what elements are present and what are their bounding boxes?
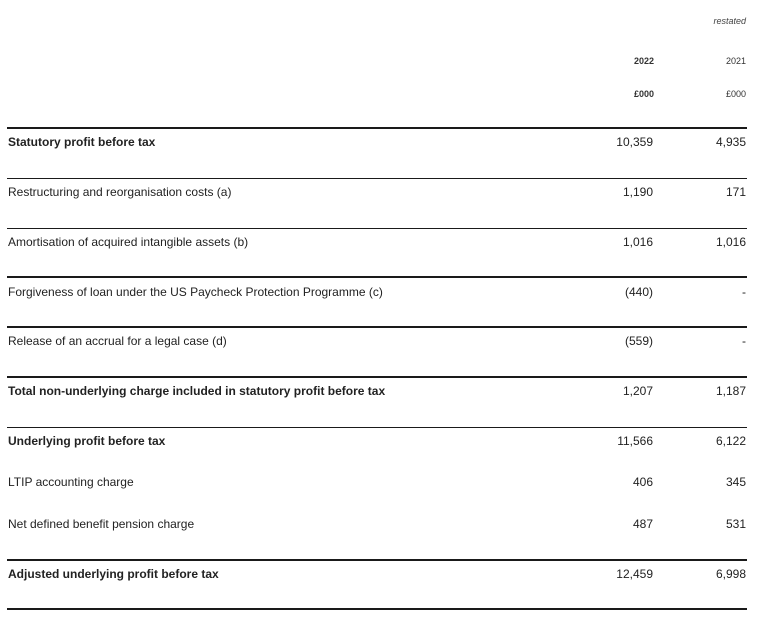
value-2022: (559) [624, 334, 653, 348]
table-row [7, 332, 747, 350]
table-divider [7, 326, 747, 328]
value-2022: (440) [624, 285, 653, 299]
row-label: Release of an accrual for a legal case (d) [8, 334, 227, 348]
row-label: Underlying profit before tax [8, 434, 166, 448]
table-row [7, 133, 747, 151]
row-label: Restructuring and reorganisation costs (a) [8, 185, 232, 199]
value-2021: 531 [725, 517, 746, 531]
value-2021: - [742, 334, 746, 348]
table-row [7, 233, 747, 251]
value-2021: 171 [725, 185, 746, 199]
value-2021: - [742, 285, 746, 299]
row-label: Net defined benefit pension charge [8, 517, 195, 531]
value-2021: 4,935 [715, 135, 746, 149]
value-2022: 12,459 [616, 567, 653, 581]
restated-note: restated [713, 16, 746, 26]
table-divider [7, 559, 747, 561]
column-header-2022: 2022 [633, 56, 654, 66]
value-2022: 1,016 [622, 235, 653, 249]
value-2022: 1,207 [622, 384, 653, 398]
row-label: Statutory profit before tax [8, 135, 156, 149]
value-2022: 1,190 [622, 185, 653, 199]
unit-header-2022: £000 [633, 89, 654, 99]
table-row [7, 565, 747, 583]
value-2021: 6,998 [715, 567, 746, 581]
value-2022: 487 [632, 517, 653, 531]
table-divider [7, 178, 747, 179]
table-divider [7, 376, 747, 378]
row-label: Total non-underlying charge included in statutory profit before tax [8, 384, 386, 398]
value-2021: 1,016 [715, 235, 746, 249]
table-row [7, 432, 747, 450]
row-label: Adjusted underlying profit before tax [8, 567, 219, 581]
table-row [7, 515, 747, 533]
table-row [7, 283, 747, 301]
table-row [7, 183, 747, 201]
value-2022: 11,566 [617, 434, 653, 448]
row-label: Forgiveness of loan under the US Paycheck Protection Programme (c) [8, 285, 383, 299]
value-2022: 406 [632, 475, 653, 489]
unit-header-2021: £000 [725, 89, 746, 99]
row-label: LTIP accounting charge [8, 475, 134, 489]
table-row [7, 473, 747, 491]
value-2021: 345 [725, 475, 746, 489]
value-2021: 6,122 [715, 434, 746, 448]
table-divider [7, 127, 747, 129]
value-2022: 10,359 [616, 135, 653, 149]
value-2021: 1,187 [715, 384, 746, 398]
row-label: Amortisation of acquired intangible assets (b) [8, 235, 249, 249]
table-row [7, 382, 747, 400]
table-divider [7, 276, 747, 278]
table-divider [7, 228, 747, 229]
table-divider [7, 608, 747, 610]
table-divider [7, 427, 747, 428]
column-header-2021: 2021 [725, 56, 746, 66]
